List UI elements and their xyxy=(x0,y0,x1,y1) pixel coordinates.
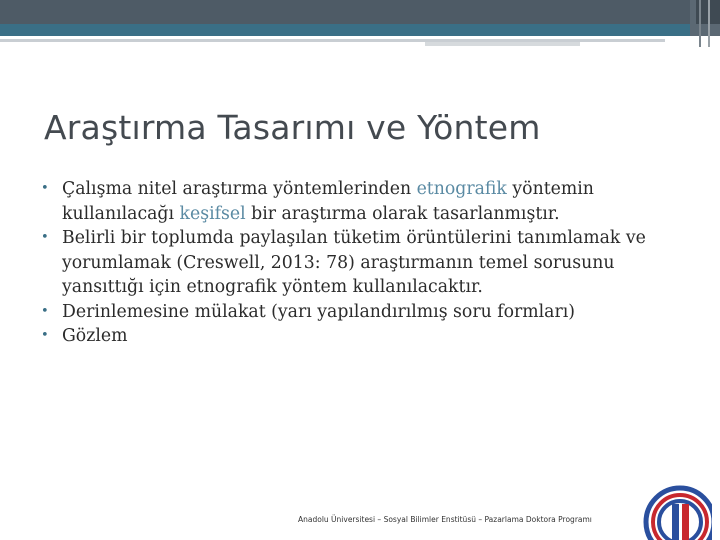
bullet-dot-icon: • xyxy=(41,303,49,319)
bullet-text: Belirli bir toplumda paylaşılan tüketim örüntülerini tanımlamak ve yorumlamak (Creswell, 2013: 78) araştırmanın temel sorusunu yansıttığı için etnografik yöntem kullanılacaktır. xyxy=(62,228,646,297)
bullet-text: bir araştırma olarak tasarlanmıştır. xyxy=(245,203,560,224)
bullet-item xyxy=(38,226,678,300)
bullet-list xyxy=(38,177,678,349)
bullet-dot-icon: • xyxy=(41,328,49,343)
highlighted-term: etnografik xyxy=(416,179,507,199)
slide-title: Araştırma Tasarımı ve Yöntem xyxy=(44,108,541,147)
bullet-item xyxy=(38,300,678,325)
top-bar-line-accent xyxy=(425,42,580,46)
bullet-item xyxy=(38,324,678,349)
bullet-item xyxy=(38,177,678,226)
top-bar-dark-inner xyxy=(0,0,690,24)
top-vertical-line xyxy=(708,0,710,47)
top-vertical-line xyxy=(699,0,701,47)
bullet-dot-icon: • xyxy=(41,181,49,196)
bullet-text: Derinlemesine mülakat (yarı yapılandırılmış soru formları) xyxy=(62,301,576,322)
bullet-text: Çalışma nitel araştırma yöntemlerinden xyxy=(62,179,417,199)
university-logo-icon xyxy=(642,482,712,540)
top-bar-teal xyxy=(0,24,690,36)
bullet-dot-icon: • xyxy=(41,230,49,245)
highlighted-term: keşifsel xyxy=(179,203,246,224)
bullet-text: Gözlem xyxy=(62,326,128,346)
top-bar-teal-right xyxy=(690,24,720,36)
bullet-text: yöntemin kullanılacağı xyxy=(62,179,594,224)
slide-footer: Anadolu Üniversitesi – Sosyal Bilimler Enstitüsü – Pazarlama Doktora Programı xyxy=(298,515,592,524)
